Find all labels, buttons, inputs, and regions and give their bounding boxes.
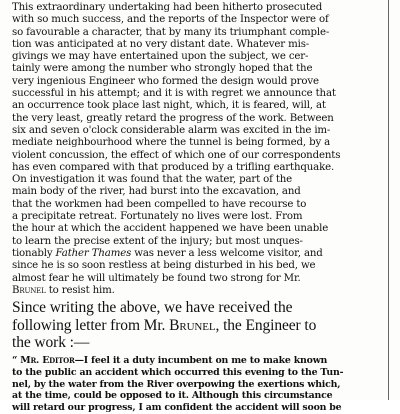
letter-1-after: —I feel it a duty incumbent on me to make known (74, 354, 328, 366)
letter-quote: “ (12, 354, 21, 366)
article-line-15: On investigation it was found that the water, part of the (12, 174, 293, 186)
article-line-5: givings we may have entertained upon the subject, we cer- (12, 51, 309, 63)
article-line-14: has even compared with that produced by a trifling earthquake. (12, 161, 335, 173)
thames-after: was never a less welcome visitor, and (131, 247, 323, 259)
letter-line-4: at the time, could be opposed to it. Although this circumstance (12, 390, 333, 402)
letter-line-2: to the public an accident which occurred this evening to the Tun- (12, 366, 344, 378)
article-line-thames (12, 248, 384, 260)
article-line-2: with so much success, and the reports of the Inspector were of (12, 14, 329, 26)
article-line-12: mediate neighbourhood where the tunnel is being formed, by a (12, 137, 331, 149)
article-line-7: very ingenious Engineer who formed the design would prove (12, 75, 319, 87)
article-line-6: tainly were among the number who strongly hoped that the (12, 63, 313, 75)
article-line-20: to learn the precise extent of the injury; but most unques- (12, 235, 303, 247)
letter-line-1 (12, 355, 384, 367)
article-line-19: the hour at which the accident happened we have been unable (12, 223, 329, 235)
article-line-9: an occurrence took place last night, which, it is feared, will, at (12, 100, 326, 112)
article-line-1: This extraordinary undertaking had been hitherto prosecuted (12, 2, 323, 13)
letter-salutation: Mr. Editor (20, 354, 75, 366)
article-line-17: that the workmen had been compelled to have recourse to (12, 198, 307, 210)
article-line-3: so favourable a character, that by many its triumphant comple- (12, 26, 330, 38)
lead-line-2 (12, 317, 384, 335)
lead-line-3: the work :— (12, 334, 90, 352)
lead-2-name: Brunel (169, 316, 216, 334)
lead-line-1: Since writing the above, we have received the (12, 299, 293, 317)
article-line-8: successful in his attempt; and it is with regret we announce that (12, 88, 336, 100)
lead-2-after: , the Engineer to (215, 316, 317, 334)
article-line-16: main body of the river, had burst into the excavation, and (12, 186, 301, 198)
article-line-18: a precipitate retreat. Fortunately no lives were lost. From (12, 211, 303, 223)
thames-before: tionably (12, 247, 56, 259)
letter-line-3: nel, by the water from the River overpowing the exertions which, (12, 378, 341, 390)
article-line-4: tion was anticipated at no very distant date. Whatever mis- (12, 38, 310, 50)
article-line-10: the very least, greatly retard the progress of the work. Between (12, 112, 334, 124)
article-line-restless: since he is so soon restless at being disturbed in his bed, we (12, 260, 316, 272)
letter-line-5: will retard our progress, I am confident the accident will soon be (12, 402, 342, 414)
lead-2-before: following letter from Mr. (12, 316, 170, 334)
article-line-13: violent concussion, the effect of which one of our correspondents (12, 149, 341, 161)
article-column (12, 2, 384, 414)
article-line-almost: almost fear he will ultimately be found two strong for Mr. (12, 272, 301, 284)
father-thames-italic: Father Thames (55, 247, 132, 259)
article-line-brunel (12, 285, 384, 297)
article-line-11: six and seven o'clock considerable alarm was excited in the im- (12, 124, 331, 136)
column-rule (388, 0, 389, 400)
brunel-after: to resist him. (45, 284, 115, 296)
brunel-name: Brunel (12, 284, 46, 296)
